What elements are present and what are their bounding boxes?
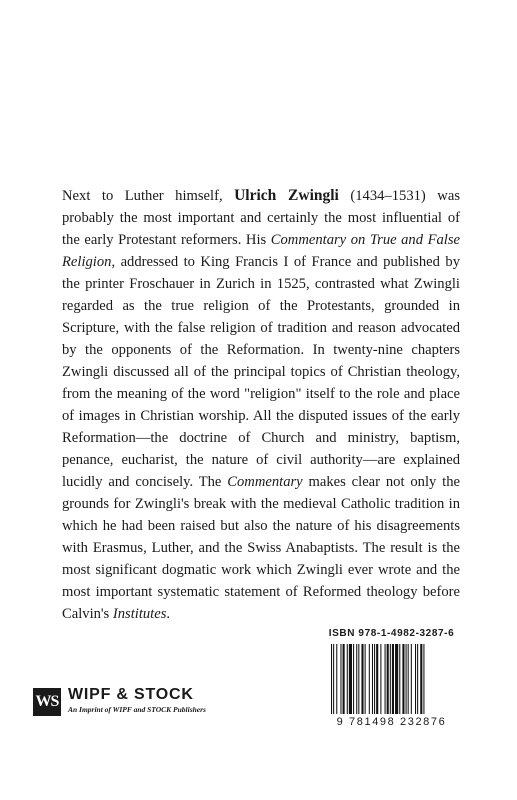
commentary-title: Commentary <box>227 474 303 490</box>
author-name: Ulrich Zwingli <box>234 187 339 204</box>
isbn-barcode <box>323 628 460 732</box>
blurb-text-2: (1434–1531) was probably the most important and certainly the most influential of the early Protestant reformers. His <box>62 188 460 248</box>
blurb-text-1: Next to Luther himself, <box>62 188 235 204</box>
isbn-label: ISBN 978-1-4982-3287-6 <box>328 628 455 639</box>
publisher-name: WIPF & STOCK <box>68 686 194 703</box>
book-title: Commentary on True and False Religion <box>62 232 460 270</box>
publisher-logo-icon: WS <box>33 688 61 716</box>
blurb-text-3: , addressed to King Francis I of France and published by the printer Froschauer in Zurich in 1525, contrasted what Zwingli regarded as the true religion of the Protestants, grounded in Scripture, with the false religion of tradition and reason advocated by the opponents of the Reformation. In twenty-nine chapters Zwingli discussed all of the principal topics of Christian theology, from the meaning of the word "religion" itself to the role and place of images in Christian worship. All the disputed issues of the early Reformation—the doctrine of Church and ministry, baptism, penance, eucharist, the nature of civil authority—are explained lucidly and concisely. The <box>62 254 460 490</box>
blurb-text-5: . <box>166 606 171 622</box>
book-description <box>62 185 460 625</box>
barcode-icon <box>331 644 459 714</box>
institutes-title: Institutes <box>112 606 167 622</box>
barcode-digits: 9 781498 232876 <box>336 716 447 728</box>
publisher-tagline: An Imprint of WIPF and STOCK Publishers <box>68 705 206 714</box>
blurb-text-4: makes clear not only the grounds for Zwingli's break with the medieval Catholic tradition in which he had been raised but also the nature of his disagreements with Erasmus, Luther, and the Swiss Anabaptists. The result is the most significant dogmatic work which Zwingli ever wrote and the most important systematic statement of Reformed theology before Calvin's <box>62 474 460 622</box>
publisher-block <box>33 688 263 718</box>
